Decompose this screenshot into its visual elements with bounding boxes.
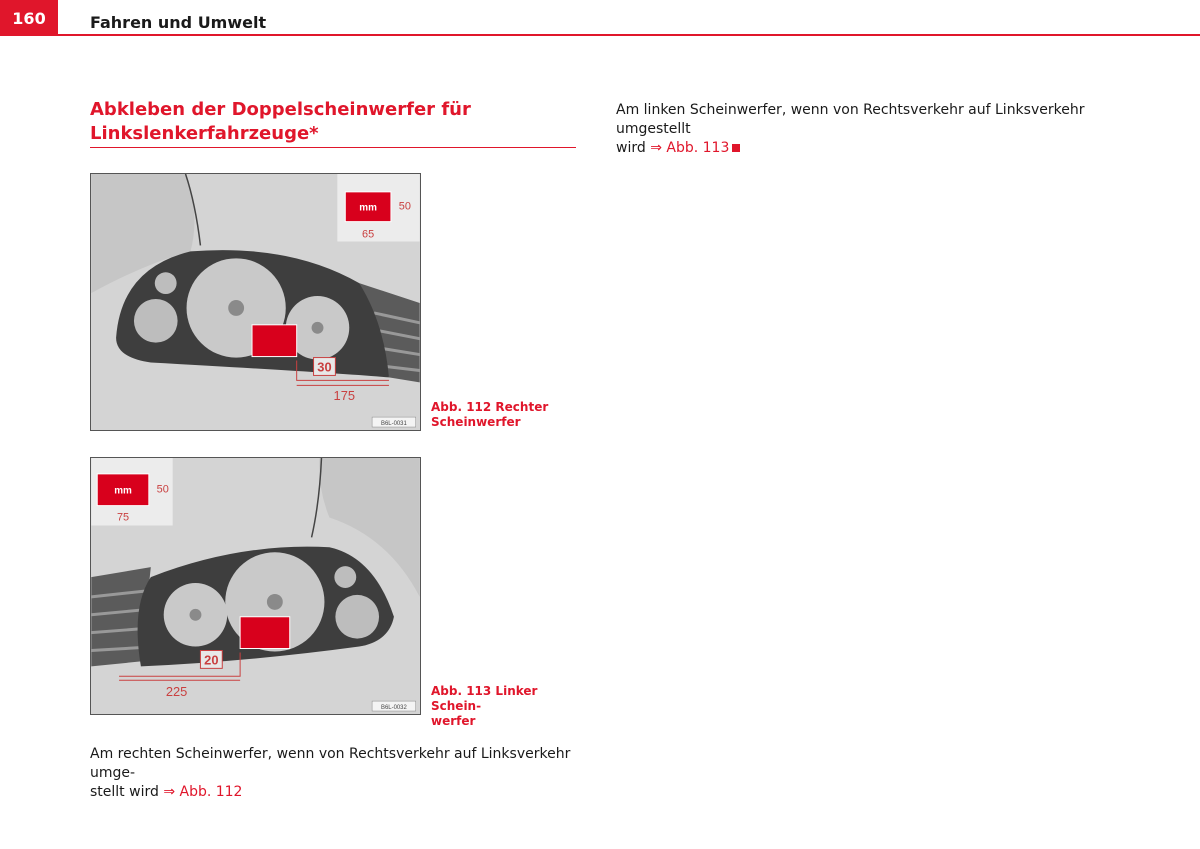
figure-113-caption	[431, 684, 576, 729]
horizontal-distance-label: 175	[333, 388, 356, 404]
chapter-title: Fahren und Umwelt	[90, 13, 267, 32]
end-of-section-marker	[732, 144, 740, 152]
caption-line-2: werfer	[431, 714, 476, 728]
section-title	[90, 98, 576, 146]
figure-112-caption	[431, 400, 576, 430]
paragraph-line-1: Am linken Scheinwerfer, wenn von Rechtsverkehr auf Linksverkehr umgestellt	[616, 102, 1085, 137]
tape-height-label: 50	[398, 200, 411, 213]
tape-patch	[240, 617, 290, 649]
paragraph-text: wird	[616, 140, 646, 156]
header-divider	[58, 34, 1200, 36]
section-title-line-1: Abkleben der Doppelscheinwerfer für	[90, 99, 471, 120]
left-headlight-illustration	[91, 458, 420, 714]
tape-patch	[252, 325, 297, 357]
vertical-distance-label: 30	[317, 359, 332, 375]
paragraph-line-2	[90, 783, 576, 802]
small-lamp-2	[334, 566, 356, 588]
caption-line-2: Scheinwerfer	[431, 415, 521, 429]
paragraph-text: stellt wird	[90, 784, 159, 800]
figure-left-headlight	[90, 457, 421, 715]
small-lamp-1	[134, 299, 178, 343]
caption-line-1: Abb. 112 Rechter	[431, 400, 549, 414]
figure-right-headlight	[90, 173, 421, 431]
section-title-divider	[90, 147, 576, 148]
tape-width-label: 65	[362, 228, 375, 241]
unit-label: mm	[114, 485, 132, 497]
vertical-distance-label: 20	[204, 652, 219, 668]
figure-code: B6L-0032	[381, 705, 407, 712]
figure-code: B6L-0031	[381, 421, 407, 428]
figure-112-link[interactable]: ⇒ Abb. 112	[163, 784, 243, 800]
page-number: 160	[12, 9, 46, 28]
small-lamp-1	[335, 595, 379, 639]
section-title-line-2: Linkslenkerfahrzeuge*	[90, 123, 319, 144]
small-lamp-2	[155, 272, 177, 294]
tape-height-label: 50	[156, 483, 169, 496]
paragraph-line-2	[616, 139, 1116, 158]
right-headlight-illustration	[91, 174, 420, 430]
figure-113-link[interactable]: ⇒ Abb. 113	[650, 140, 730, 156]
unit-label: mm	[359, 202, 377, 214]
paragraph-line-1: Am rechten Scheinwerfer, wenn von Rechtsverkehr auf Linksverkehr umge-	[90, 746, 571, 781]
caption-line-1: Abb. 113 Linker Schein-	[431, 684, 538, 713]
left-headlight-paragraph	[616, 101, 1116, 158]
horizontal-distance-label: 225	[165, 684, 188, 700]
right-headlight-paragraph	[90, 745, 576, 802]
tape-width-label: 75	[116, 511, 130, 524]
